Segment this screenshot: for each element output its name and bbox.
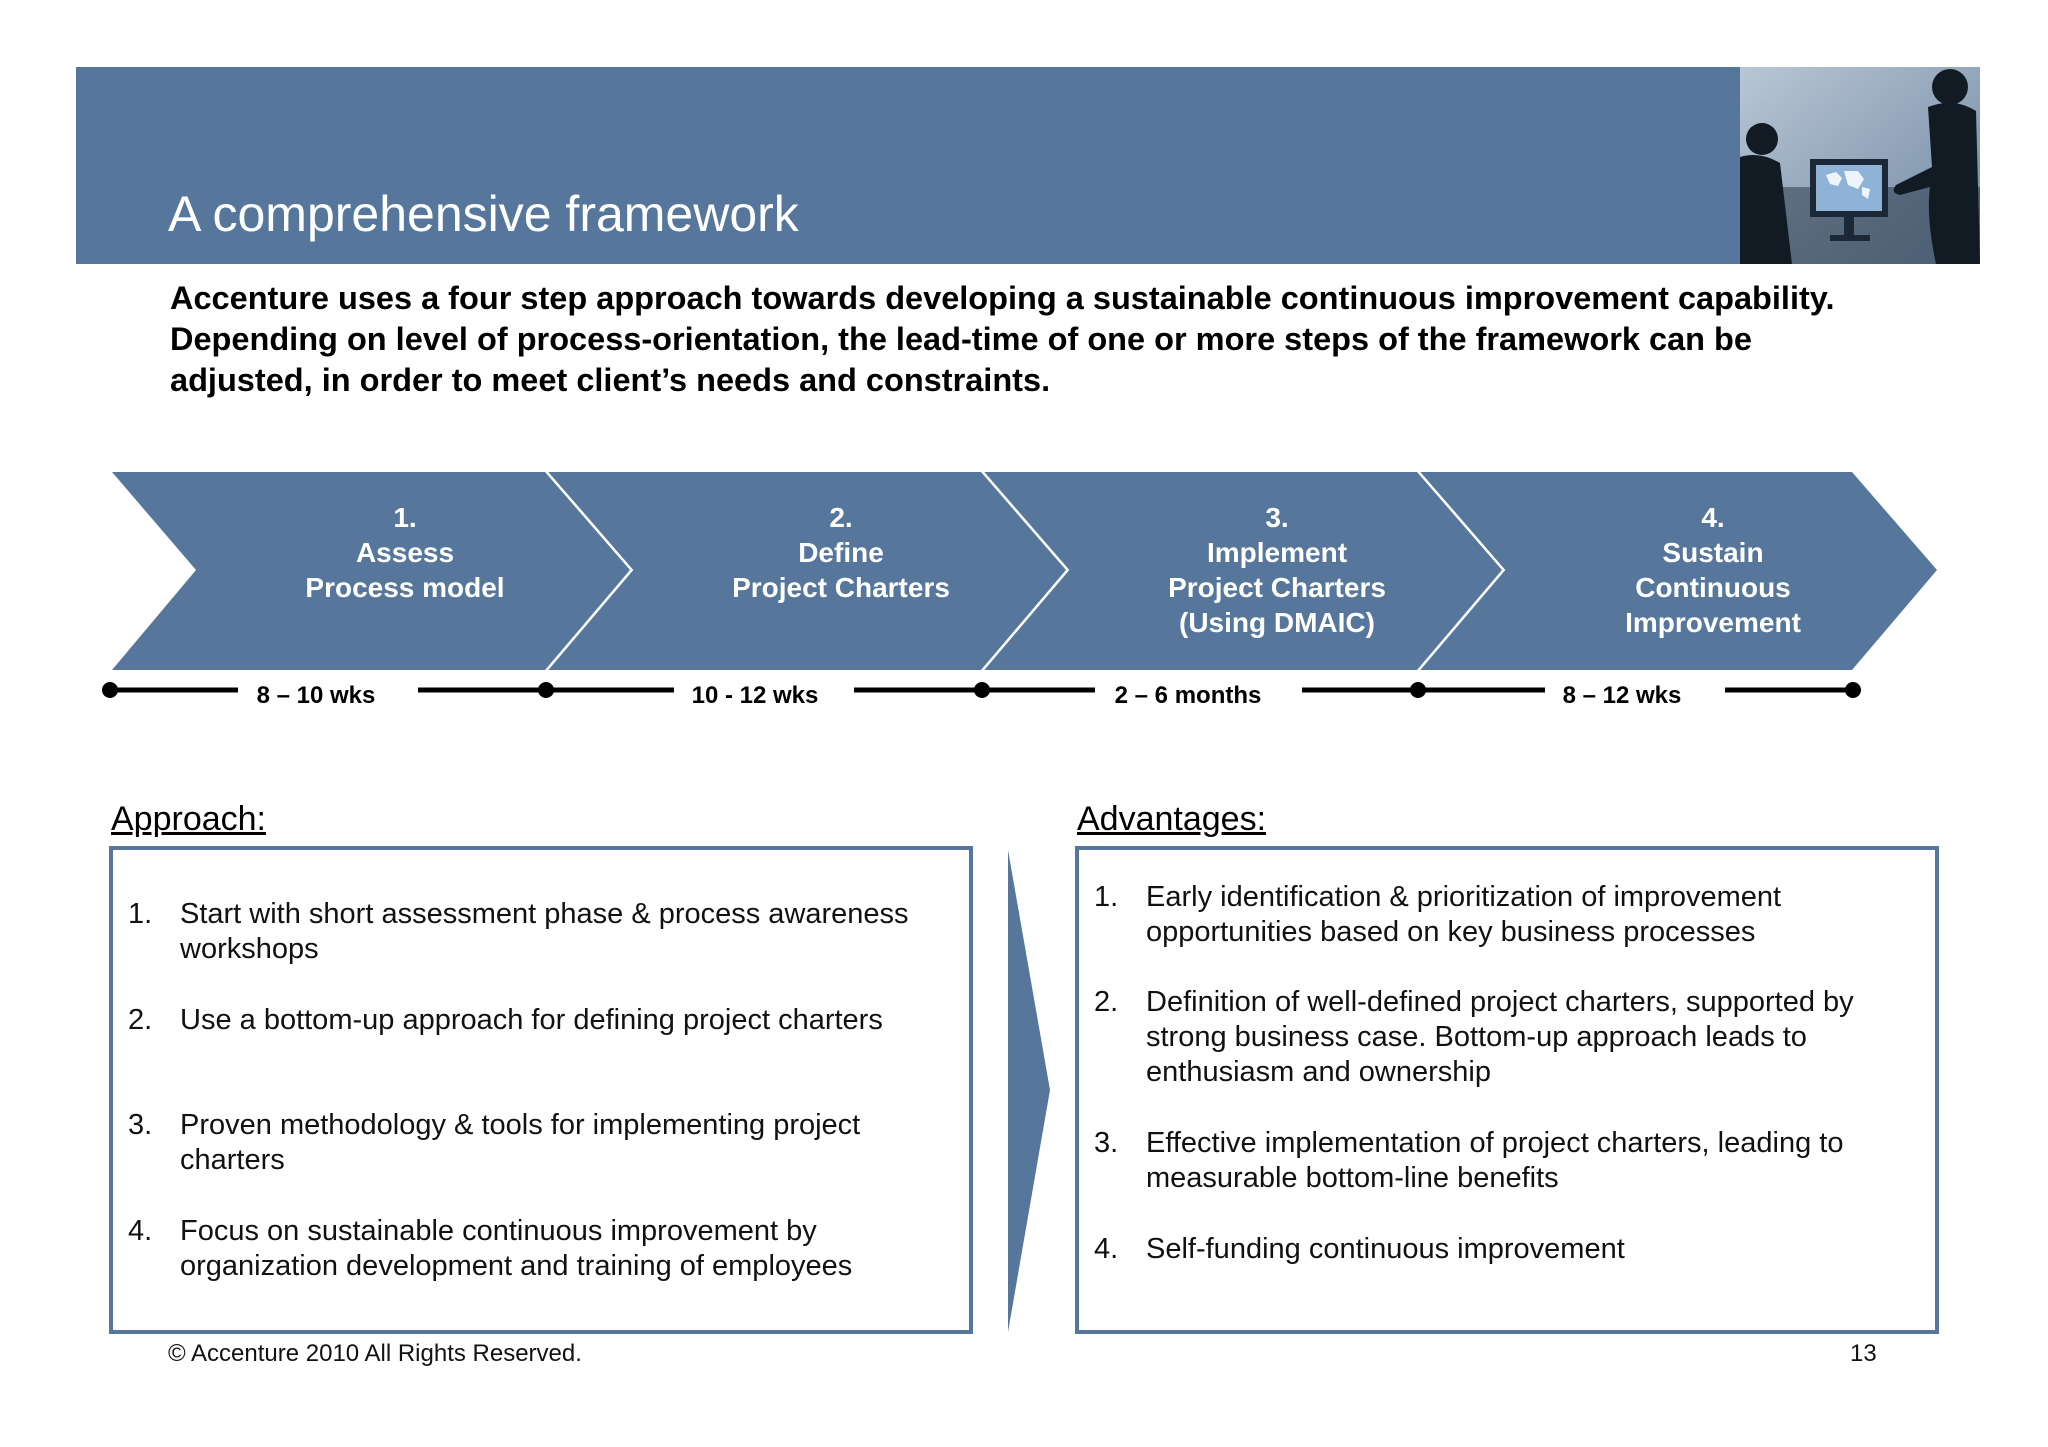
timeline-dot: [102, 682, 118, 698]
item-number: 3.: [128, 1109, 153, 1141]
advantages-heading: Advantages:: [1077, 800, 1267, 838]
duration-label: 8 – 12 wks: [1562, 682, 1682, 709]
step-subtitle: Process model: [305, 572, 505, 603]
item-text: Focus on sustainable continuous improvement by: [180, 1215, 817, 1247]
step-number: 3.: [1265, 502, 1289, 533]
step-title: Assess: [355, 537, 455, 568]
item-number: 4.: [128, 1215, 153, 1247]
item-text: charters: [180, 1144, 285, 1176]
item-text: enthusiasm and ownership: [1146, 1056, 1491, 1088]
step-number: 4.: [1701, 502, 1725, 533]
timeline-dot: [1410, 682, 1426, 698]
step-title: Define: [798, 537, 884, 568]
duration-label: 10 - 12 wks: [691, 682, 819, 709]
item-number: 2.: [128, 1004, 153, 1036]
step-subtitle: (Using DMAIC): [1179, 607, 1375, 638]
item-text: Definition of well-defined project charters, supported by: [1146, 986, 1854, 1018]
intro-line: Accenture uses a four step approach towards developing a sustainable continuous improvement capability.: [170, 280, 1835, 316]
item-text: measurable bottom-line benefits: [1146, 1162, 1559, 1194]
item-text: Start with short assessment phase & process awareness: [180, 898, 909, 930]
intro-line: Depending on level of process-orientation, the lead-time of one or more steps of the framework can be: [170, 321, 1752, 357]
item-text: Early identification & prioritization of improvement: [1146, 881, 1782, 913]
intro-line: adjusted, in order to meet client’s needs and constraints.: [170, 362, 1051, 398]
item-text: Use a bottom-up approach for defining project charters: [180, 1004, 883, 1036]
item-number: 3.: [1094, 1127, 1119, 1159]
step-number: 2.: [829, 502, 853, 533]
item-number: 1.: [128, 898, 153, 930]
step-subtitle: Project Charters: [732, 572, 950, 603]
item-text: organization development and training of employees: [180, 1250, 853, 1282]
duration-label: 8 – 10 wks: [256, 682, 376, 709]
step-4-label: [1533, 500, 1893, 640]
item-text: Effective implementation of project charters, leading to: [1146, 1127, 1844, 1159]
step-3-label: [1097, 500, 1457, 640]
step-title: Implement: [1206, 537, 1348, 568]
copyright-notice: © Accenture 2010 All Rights Reserved.: [168, 1340, 582, 1367]
step-1-label: [225, 500, 585, 605]
item-text: workshops: [180, 933, 319, 965]
item-text: Self-funding continuous improvement: [1146, 1233, 1625, 1265]
step-subtitle: Project Charters: [1168, 572, 1386, 603]
step-subtitle: Improvement: [1625, 607, 1801, 638]
timeline-dot: [974, 682, 990, 698]
page-title: A comprehensive framework: [168, 186, 799, 242]
step-2-label: [661, 500, 1021, 605]
approach-heading: Approach:: [111, 800, 266, 838]
step-subtitle: Continuous: [1635, 572, 1791, 603]
panel-arrow: [1008, 850, 1050, 1332]
step-number: 1.: [393, 502, 417, 533]
item-number: 4.: [1094, 1233, 1119, 1265]
timeline-dot: [1845, 682, 1861, 698]
item-number: 2.: [1094, 986, 1119, 1018]
step-title: Sustain: [1662, 537, 1764, 568]
duration-label: 2 – 6 months: [1114, 682, 1262, 709]
timeline-dot: [538, 682, 554, 698]
item-number: 1.: [1094, 881, 1119, 913]
item-text: Proven methodology & tools for implementing project: [180, 1109, 861, 1141]
page-number: 13: [1850, 1340, 1877, 1367]
item-text: strong business case. Bottom-up approach leads to: [1146, 1021, 1807, 1053]
item-text: opportunities based on key business processes: [1146, 916, 1756, 948]
